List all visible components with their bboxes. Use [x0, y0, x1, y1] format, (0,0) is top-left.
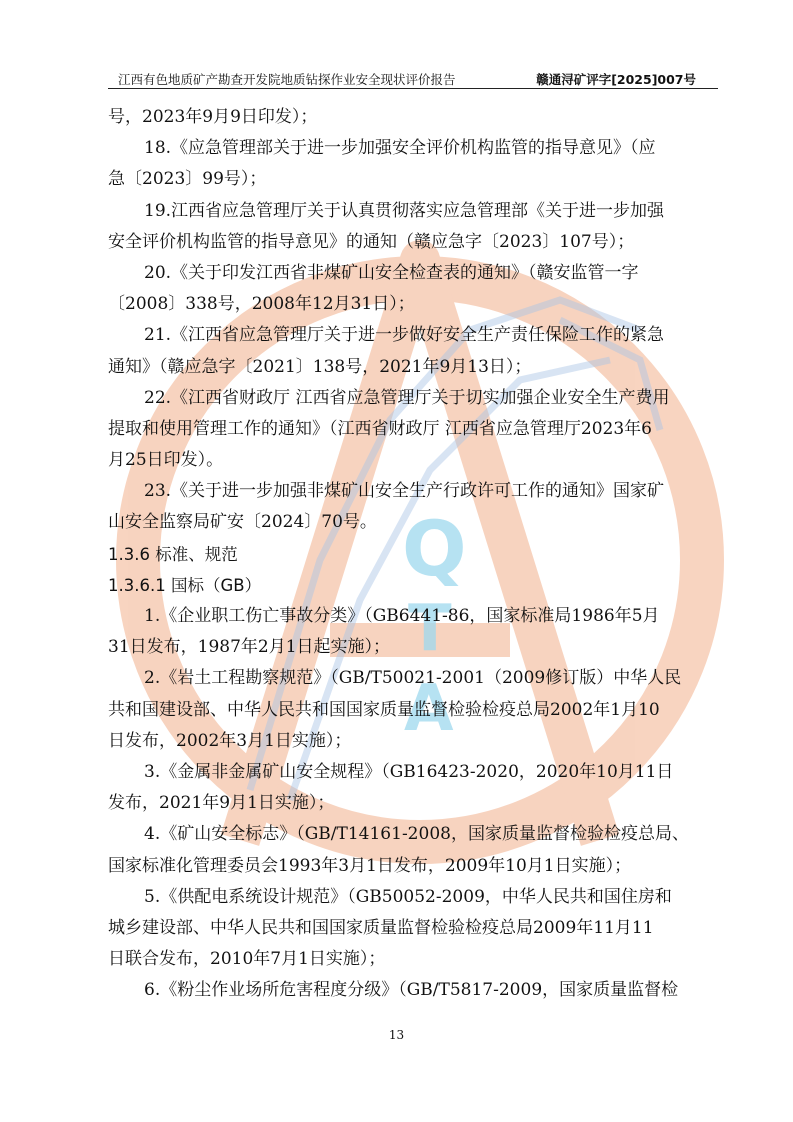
text-line: 日发布，2002年3月1日实施）；	[108, 730, 352, 751]
text-line: 共和国建设部、中华人民共和国国家质量监督检验检疫总局2002年1月10	[108, 699, 660, 720]
watermark-letter-q: Q	[402, 504, 467, 593]
header-report-title: 江西有色地质矿产勘查开发院地质钻探作业安全现状评价报告	[118, 72, 456, 87]
watermark-letter-a: A	[404, 672, 454, 746]
text-line: 4.《矿山安全标志》（GB/T14161-2008，国家质量监督检验检疫总局、	[144, 824, 689, 845]
header-report-number: 赣通浔矿评字[2025]007号	[536, 72, 696, 87]
section-heading: 1.3.6 标准、规范	[108, 544, 238, 564]
text-line: 发布，2021年9月1日实施）；	[108, 793, 335, 814]
text-line: 城乡建设部、中华人民共和国国家质量监督检验检疫总局2009年11月11	[108, 917, 654, 938]
text-line: 日联合发布，2010年7月1日实施）；	[108, 949, 386, 970]
subsection-heading: 1.3.6.1 国标（GB）	[108, 575, 262, 595]
text-line: 23.《关于进一步加强非煤矿山安全生产行政许可工作的通知》国家矿	[144, 481, 665, 502]
text-line: 5.《供配电系统设计规范》（GB50052-2009，中华人民共和国住房和	[144, 886, 672, 907]
page-number: 13	[388, 1028, 405, 1042]
text-line: 18.《应急管理部关于进一步加强安全评价机构监管的指导意见》（应	[144, 138, 656, 159]
text-line: 山安全监察局矿安〔2024〕70号。	[108, 512, 377, 533]
text-line: 3.《金属非金属矿山安全规程》（GB16423-2020，2020年10月11日	[144, 761, 674, 782]
text-line: 〔2008〕338号，2008年12月31日）；	[108, 294, 415, 315]
text-line: 2.《岩土工程勘察规范》（GB/T50021-2001（2009修订版）中华人民	[144, 668, 682, 689]
text-line: 安全评价机构监管的指导意见》的通知（赣应急字〔2023〕107号）；	[108, 231, 635, 252]
text-line: 1.《企业职工伤亡事故分类》（GB6441-86，国家标准局1986年5月	[144, 606, 660, 626]
text-line: 提取和使用管理工作的通知》（江西省财政厅 江西省应急管理厅2023年6	[108, 418, 652, 439]
text-line: 31日发布，1987年2月1日起实施）；	[108, 637, 391, 658]
text-line: 19.江西省应急管理厅关于认真贯彻落实应急管理部《关于进一步加强	[144, 200, 665, 221]
text-line: 急〔2023〕99号）；	[108, 169, 267, 190]
text-line: 国家标准化管理委员会1993年3月1日发布，2009年10月1日实施）；	[108, 855, 632, 876]
text-line: 20.《关于印发江西省非煤矿山安全检查表的通知》（赣安监管一字	[144, 262, 639, 283]
text-line: 6.《粉尘作业场所危害程度分级》（GB/T5817-2009，国家质量监督检	[144, 980, 679, 1001]
document-body	[108, 102, 718, 1006]
text-line: 月25日印发）。	[108, 450, 224, 471]
running-header	[108, 64, 718, 89]
text-line: 通知》（赣应急字〔2021〕138号，2021年9月13日）；	[108, 356, 532, 377]
text-line: 22.《江西省财政厅 江西省应急管理厅关于切实加强企业安全生产费用	[144, 387, 670, 408]
text-line: 21.《江西省应急管理厅关于进一步做好安全生产责任保险工作的紧急	[144, 325, 665, 346]
watermark-letter-t: T	[408, 592, 452, 666]
text-line: 号，2023年9月9日印发）；	[108, 107, 318, 127]
